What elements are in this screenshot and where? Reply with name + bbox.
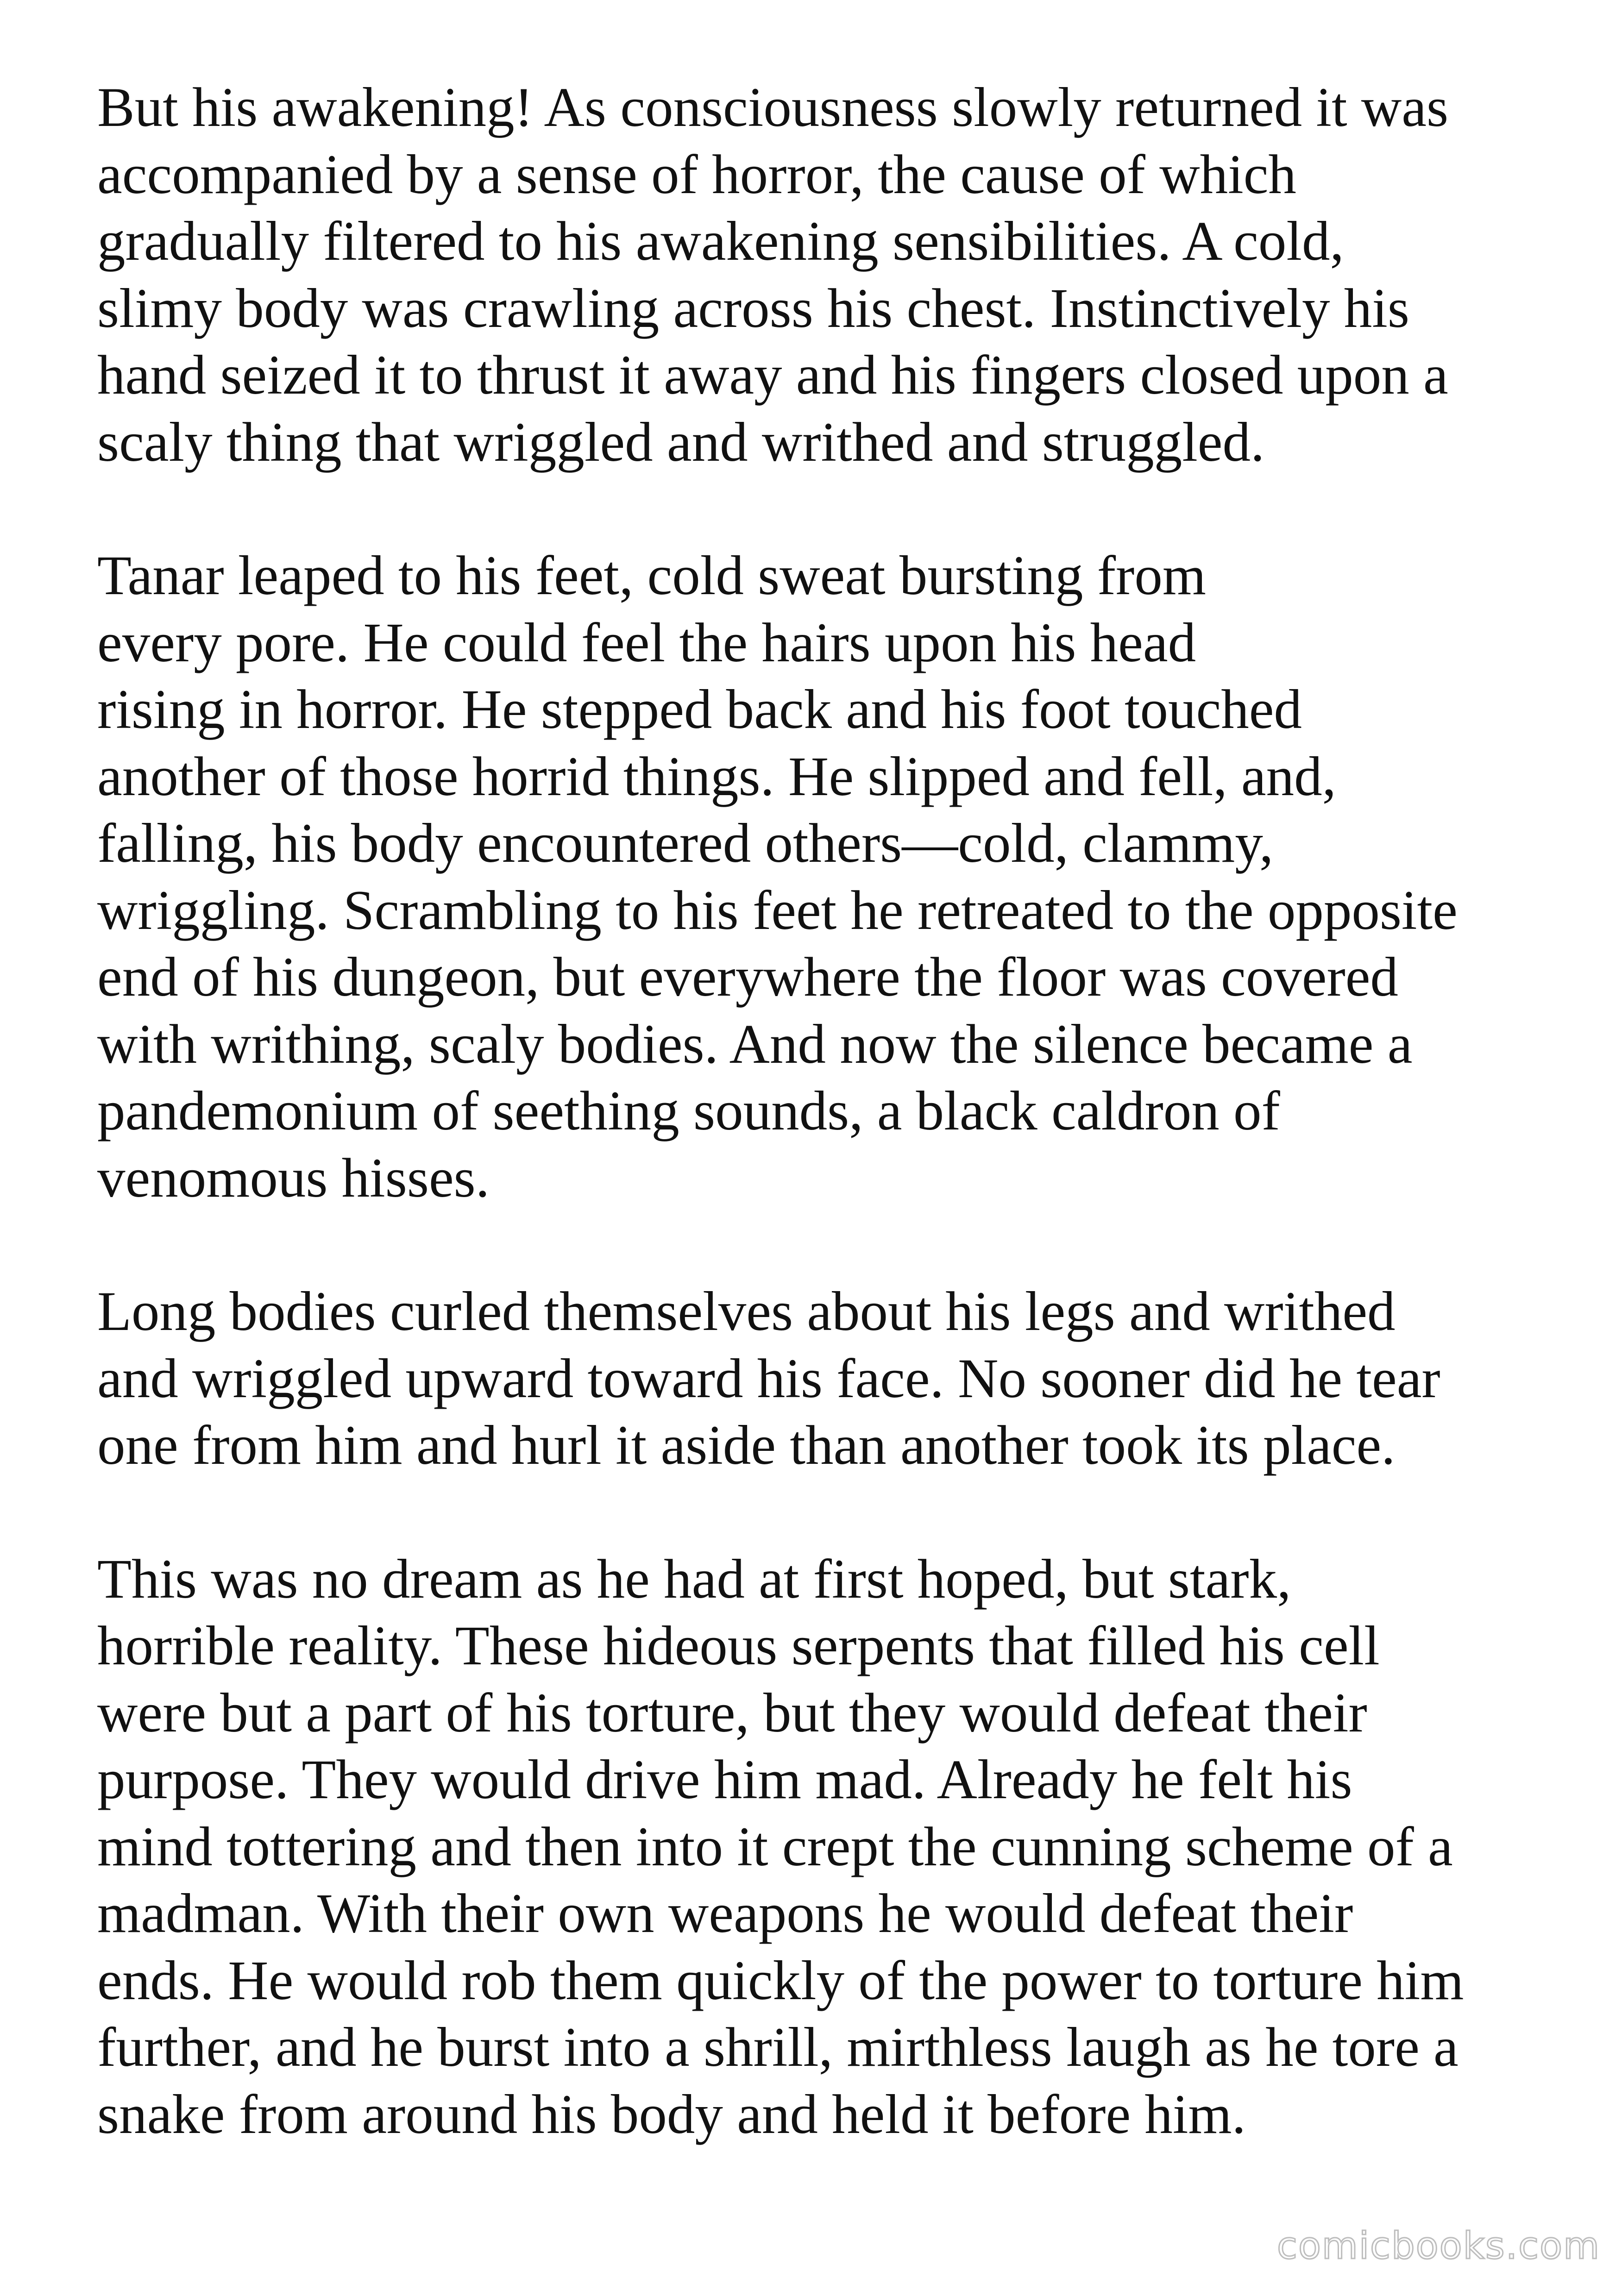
text-line: snake from around his body and held it before him. bbox=[97, 2083, 1246, 2145]
text-line: horrible reality. These hideous serpents that filled his cell bbox=[97, 1615, 1380, 1677]
text-line: with writhing, scaly bodies. And now the silence became a bbox=[97, 1013, 1413, 1075]
text-line: end of his dungeon, but everywhere the floor was covered bbox=[97, 946, 1398, 1008]
text-line: ends. He would rob them quickly of the power to torture him bbox=[97, 1949, 1464, 2012]
text-line: madman. With their own weapons he would defeat their bbox=[97, 1882, 1353, 1945]
text-line: were but a part of his torture, but they would defeat their bbox=[97, 1681, 1367, 1744]
text-line: and wriggled upward toward his face. No sooner did he tear bbox=[97, 1347, 1440, 1410]
text-line: purpose. They would drive him mad. Already he felt his bbox=[97, 1749, 1352, 1811]
text-line: gradually filtered to his awakening sensibilities. A cold, bbox=[97, 210, 1344, 272]
text-line: hand seized it to thrust it away and his fingers closed upon a bbox=[97, 344, 1448, 406]
site-watermark: comicbooks.com bbox=[1276, 2224, 1600, 2267]
text-line: another of those horrid things. He slipped and fell, and, bbox=[97, 745, 1336, 808]
text-line: slimy body was crawling across his chest. Instinctively his bbox=[97, 277, 1409, 339]
text-line: rising in horror. He stepped back and his foot touched bbox=[97, 678, 1302, 740]
text-line: Tanar leaped to his feet, cold sweat bursting from bbox=[97, 545, 1206, 607]
paragraph-4 bbox=[97, 1546, 1556, 2148]
text-line: one from him and hurl it aside than another took its place. bbox=[97, 1414, 1396, 1476]
text-line: accompanied by a sense of horror, the cause of which bbox=[97, 143, 1296, 206]
paragraph-2 bbox=[97, 542, 1556, 1211]
text-line: Long bodies curled themselves about his legs and writhed bbox=[97, 1280, 1396, 1342]
text-line: This was no dream as he had at first hoped, but stark, bbox=[97, 1548, 1291, 1610]
text-line: pandemonium of seething sounds, a black caldron of bbox=[97, 1080, 1280, 1142]
text-line: But his awakening! As consciousness slowly returned it was bbox=[97, 76, 1449, 138]
text-line: scaly thing that wriggled and writhed and struggled. bbox=[97, 411, 1265, 473]
text-line: every pore. He could feel the hairs upon his head bbox=[97, 611, 1196, 674]
text-line: further, and he burst into a shrill, mirthless laugh as he tore a bbox=[97, 2016, 1459, 2078]
text-line: venomous hisses. bbox=[97, 1147, 490, 1209]
text-line: wriggling. Scrambling to his feet he retreated to the opposite bbox=[97, 879, 1458, 941]
paragraph-1 bbox=[97, 74, 1556, 476]
text-line: mind tottering and then into it crept the cunning scheme of a bbox=[97, 1815, 1453, 1878]
body-text bbox=[97, 74, 1556, 2214]
paragraph-3 bbox=[97, 1278, 1556, 1479]
text-line: falling, his body encountered others—cold, clammy, bbox=[97, 812, 1274, 874]
